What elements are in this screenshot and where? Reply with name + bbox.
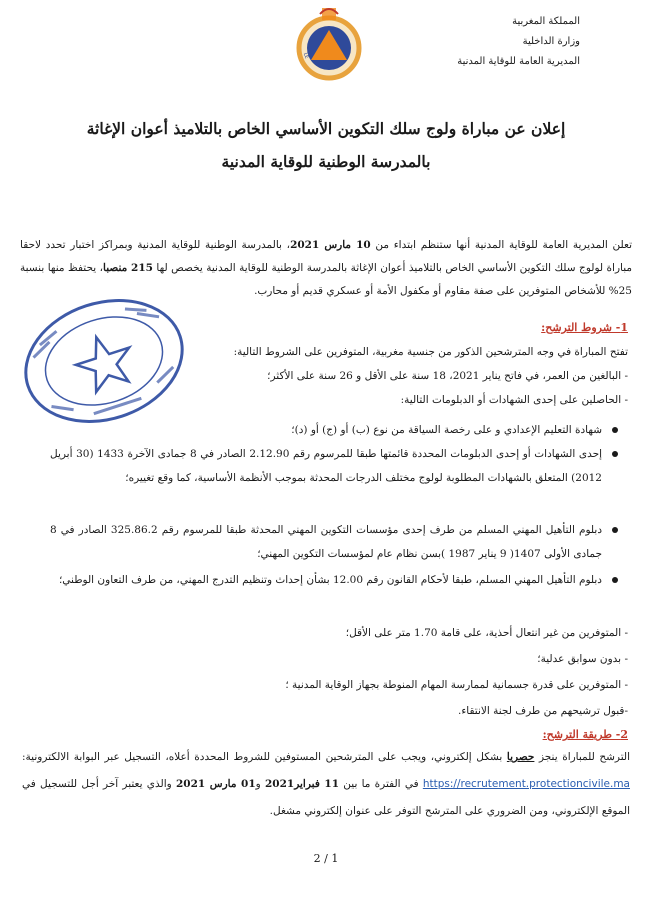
condition-fitness: - المتوفرين على قدرة جسمانية لممارسة المهام المنوطة بجهاز الوقاية المدنية ؛ — [285, 679, 628, 691]
list-item-text: إحدى الشهادات أو إحدى الدبلومات المحددة قائمتها طبقا للمرسوم رقم 2.12.90 الصادر في 8 جمادى الآخرة 1433 (30 أبريل 2012) المتعلق بالشهادات المطلوبة لولوج مختلف الدرجات المحدثة بموجب الأنظمة الأساسية، كما وقع تغييره؛ — [50, 448, 603, 484]
condition-diploma: - الحاصلين على إحدى الشهادات أو الدبلومات التالية: — [400, 394, 628, 406]
list-item — [50, 518, 618, 566]
announcement-title — [40, 112, 612, 178]
list-item-text: دبلوم التأهيل المهني المسلم، طبقا لأحكام القانون رقم 12.00 بشأن إحداث وتنظيم التدرج المهني، من طرف التعاون الوطني؛ — [58, 574, 602, 586]
recruitment-portal-link[interactable]: https://recrutement.protectioncivile.ma — [422, 778, 630, 790]
condition-intro: تفتح المباراة في وجه المترشحين الذكور من جنسية مغربية، المتوفرين على الشروط التالية: — [233, 346, 628, 358]
protection-civile-emblem-icon — [292, 4, 366, 84]
page-number: 2 / 1 — [313, 852, 339, 865]
intro-text-2: ، بالمدرسة الوطنية للوقاية المدنية وبمراكز اختبار تحدد لاحقا مباراة لولوج سلك التكوين الأساسي الخاص بالتلاميذ أعوان الإغاثة بالمدرسة الوطنية للوقاية المدنية يخصص لها — [20, 239, 633, 274]
list-item — [50, 568, 618, 592]
intro-paragraph — [20, 234, 632, 303]
institution-header — [440, 12, 580, 72]
header-kingdom: المملكة المغربية — [512, 16, 580, 27]
intro-text-1: تعلن المديرية العامة للوقاية المدنية أنها ستنظم ابتداء من — [370, 239, 632, 251]
header-directorate: المديرية العامة للوقاية المدنية — [457, 56, 580, 67]
bullet-icon — [612, 427, 618, 433]
application-text-5: والذي يعتبر آخر أجل للتسجيل في الموقع الإلكتروني، ومن الضروري على المترشح التوفر على عنوان إلكتروني مشغل. — [22, 778, 630, 817]
period-start: 11 فبراير2021 — [264, 778, 340, 790]
application-text-1: الترشح للمباراة ينجز — [534, 751, 631, 763]
logo-text: LE — [301, 52, 310, 60]
bullet-icon — [612, 577, 618, 583]
intro-posts: 215 منصبا — [103, 262, 153, 274]
section-2-heading: 2- طريقة الترشح: — [542, 728, 628, 741]
application-text-4: و — [255, 778, 265, 790]
condition-age: - البالغين من العمر، في فاتح يناير 2021، 18 سنة على الأقل و 26 سنة على الأكثر؛ — [267, 370, 628, 382]
list-item — [50, 442, 618, 490]
exclusive-word: حصريا — [506, 751, 535, 763]
section-1-heading: 1- شروط الترشح: — [541, 321, 628, 334]
application-paragraph — [22, 744, 630, 825]
condition-height: - المتوفرين من غير انتعال أحذية، على قامة 1.70 متر على الأقل؛ — [345, 627, 628, 639]
title-line-1: إعلان عن مباراة ولوج سلك التكوين الأساسي الخاص بالتلاميذ أعوان الإغاثة — [86, 119, 566, 138]
condition-selection: -قبول ترشيحهم من طرف لجنة الانتقاء. — [458, 705, 628, 717]
list-item-text: دبلوم التأهيل المهني المسلم من طرف إحدى مؤسسات التكوين المهني المحدثة طبقا للمرسوم رقم 325.86.2 الصادر في 8 جمادى الأولى 1407( 9 يناير 1987 )بسن نظام عام لمؤسسات التكوين المهني؛ — [50, 524, 602, 560]
application-text-2: بشكل إلكتروني، ويجب على المترشحين المستوفين للشروط المحددة أعلاه، التسجيل عبر البوابة الالكترونية: — [22, 751, 507, 763]
intro-date: 10 مارس 2021 — [290, 239, 371, 251]
official-stamp-icon — [18, 296, 190, 426]
bullet-icon — [612, 527, 618, 533]
condition-record: - بدون سوابق عدلية؛ — [537, 653, 628, 665]
application-text-3: في الفترة ما بين — [339, 778, 423, 790]
intro-text-3: ، يحتفظ منها بنسبة 25% للأشخاص المتوفرين على صفة مقاوم أو مكفول الأمة أو عسكري قديم أو محارب. — [20, 262, 632, 297]
bullet-icon — [612, 451, 618, 457]
list-item — [50, 418, 618, 442]
title-line-2: بالمدرسة الوطنية للوقاية المدنية — [221, 152, 431, 171]
header-ministry: وزارة الداخلية — [522, 36, 580, 47]
period-end: 01 مارس 2021 — [175, 778, 256, 790]
list-item-text: شهادة التعليم الإعدادي و على رخصة السياقة من نوع (ب) أو (ج) أو (د)؛ — [291, 424, 602, 436]
